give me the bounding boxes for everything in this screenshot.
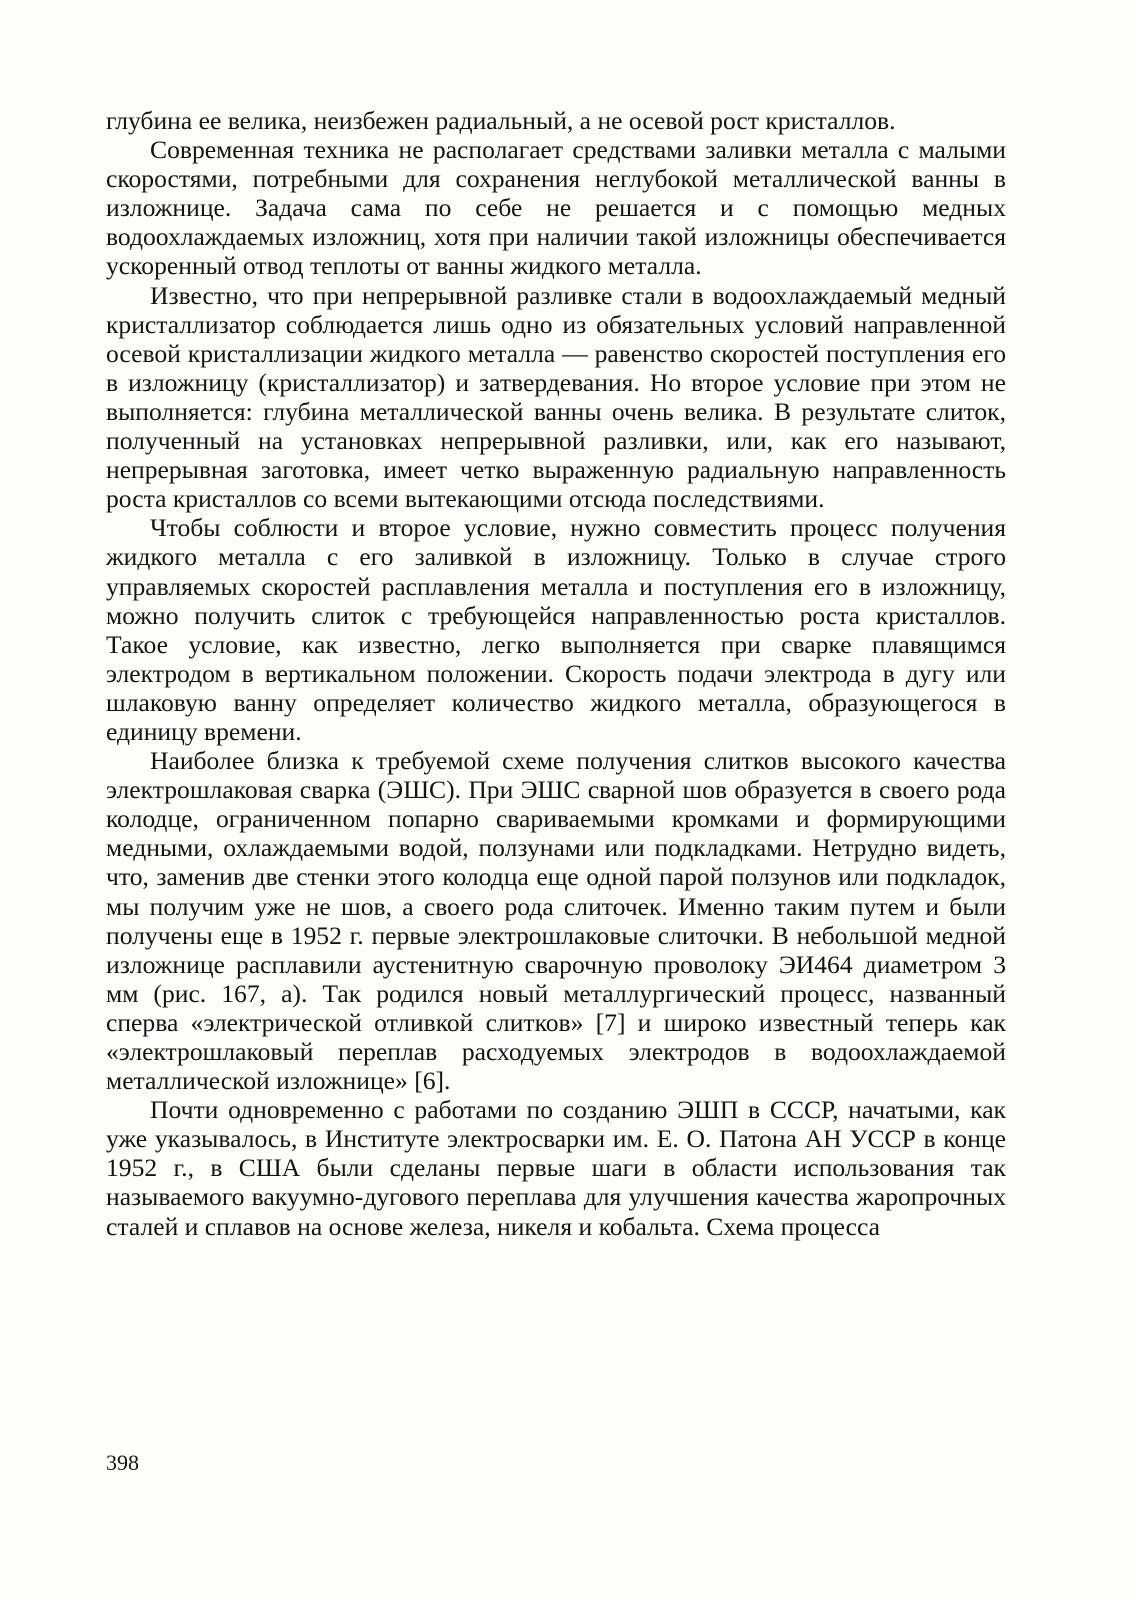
paragraph-1: глубина ее велика, неизбежен радиальный, а не осевой рост кристаллов. — [106, 106, 896, 135]
body-text — [106, 106, 1006, 1241]
paragraph-3: Известно, что при непрерывной разливке стали в водоохлаждаемый медный кристаллизатор соблюдается лишь одно из обязательных условий направленной осевой кристаллизации жидкого металла — равенство скоростей поступления его в изложницу (кристаллизатор) и затвердевания. Но второе условие при этом не выполняется: глубина металлической ванны очень велика. В результате слиток, полученный на установках непрерывной разливки, или, как его называют, непрерывная заготовка, имеет четко выраженную радиальную направленность роста кристаллов со всеми вытекающими отсюда последствиями. — [106, 280, 1006, 514]
page-number: 398 — [106, 1450, 139, 1475]
paragraph-6: Почти одновременно с работами по созданию ЭШП в СССР, начатыми, как уже указывалось, в Институте электросварки им. Е. О. Патона АН УССР в конце 1952 г., в США были сделаны первые шаги в области использования так называемого вакуумно-дугового переплава для улучшения качества жаропрочных сталей и сплавов на основе железа, никеля и кобальта. Схема процесса — [106, 1095, 1006, 1241]
paragraph-4: Чтобы соблюсти и второе условие, нужно совместить процесс получения жидкого металла с его заливкой в изложницу. Только в случае строго управляемых скоростей расплавления металла и поступления его в изложницу, можно получить слиток с требующейся направленностью роста кристаллов. Такое условие, как известно, легко выполняется при сварке плавящимся электродом в вертикальном положении. Скорость подачи электрода в дугу или шлаковую ванну определяет количество жидкого металла, образующегося в единицу времени. — [106, 513, 1006, 746]
paragraph-2: Современная техника не располагает средствами заливки металла с малыми скоростями, потребными для сохранения неглубокой металлической ванны в изложнице. Задача сама по себе не решается и с помощью медных водоохлаждаемых изложниц, хотя при наличии такой изложницы обеспечивается ускоренный отвод теплоты от ванны жидкого металла. — [106, 135, 1006, 281]
paragraph-5: Наиболее близка к требуемой схеме получения слитков высокого качества электрошлаковая сварка (ЭШС). При ЭШС сварной шов образуется в своего рода колодце, ограниченном попарно свариваемыми кромками и формирующими медными, охлаждаемыми водой, ползунами или подкладками. Нетрудно видеть, что, заменив две стенки этого колодца еще одной парой ползунов или подкладок, мы получим уже не шов, а своего рода слиточек. Именно таким путем и были получены еще в 1952 г. первые электрошлаковые слиточки. В небольшой медной изложнице расплавили аустенитную сварочную проволоку ЭИ464 диаметром 3 мм (рис. 167, а). Так родился новый металлургический процесс, названный сперва «электрической отливкой слитков» [7] и широко известный теперь как «электрошлаковый переплав расходуемых электродов в водоохлаждаемой металлической изложнице» [6]. — [106, 746, 1006, 1096]
